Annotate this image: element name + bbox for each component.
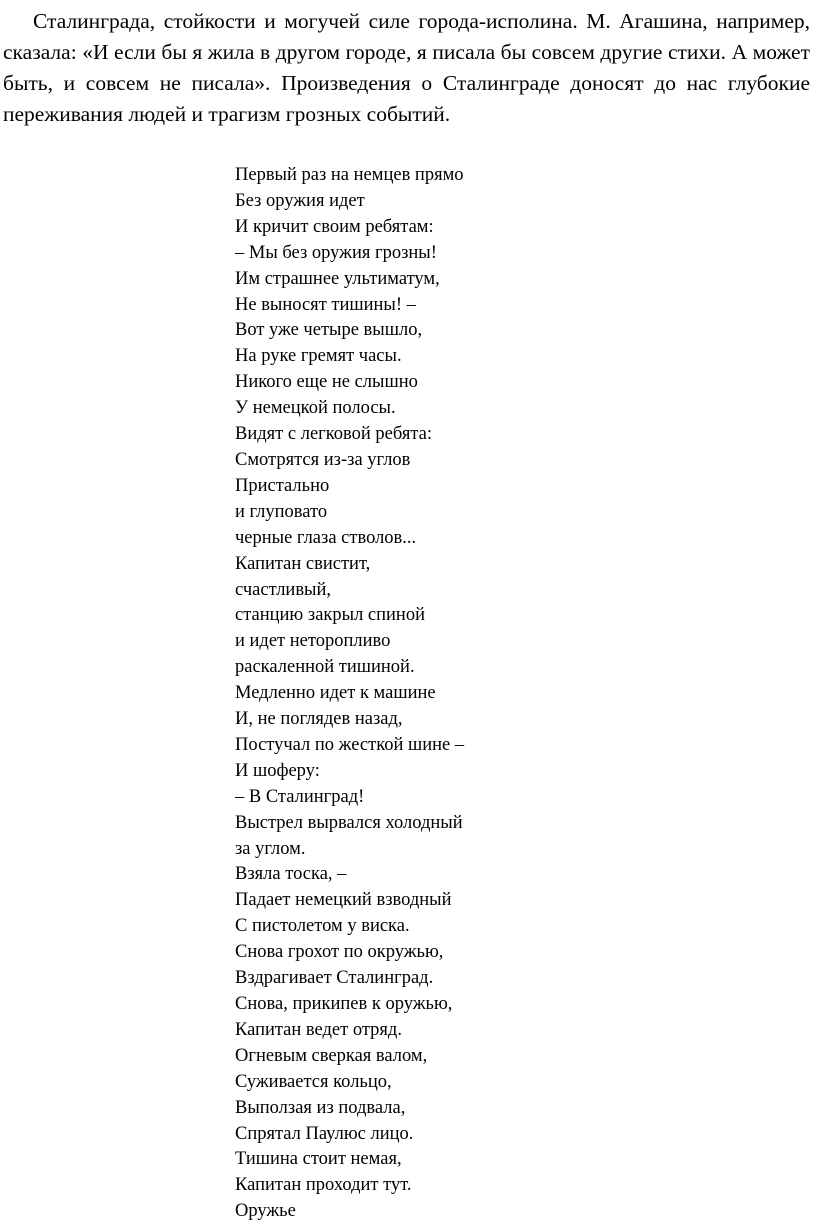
poem-line: Им страшнее ультиматум, xyxy=(235,268,440,289)
poem-line: Видят с легковой ребята: xyxy=(235,424,433,445)
poem-line: Снова грохот по окружью, xyxy=(235,942,444,963)
poem-line: Вот уже четыре вышло, xyxy=(235,320,423,341)
poem-line: – Мы без оружия грозны! xyxy=(235,242,437,263)
poem-line: Тишина стоит немая, xyxy=(235,1149,402,1170)
poem-line: раскаленной тишиной. xyxy=(235,657,415,678)
poem-line: Взяла тоска, – xyxy=(235,864,347,885)
intro-paragraph: Сталинграда, стойкости и могучей силе города-исполина. М. Агашина, например, сказала: «И если бы я жила в другом городе, я писала бы совсем другие стихи. А может быть, и совсем не писала». Произведения о Сталинграде доносят до нас глубокие переживания людей и трагизм грозных событий. xyxy=(3,9,810,126)
poem-line: Медленно идет к машине xyxy=(235,683,436,704)
poem-line: Первый раз на немцев прямо xyxy=(235,165,464,185)
poem-line: Смотрятся из-за углов xyxy=(235,449,411,470)
poem-line: черные глаза стволов... xyxy=(235,527,417,548)
poem-line: Капитан проходит тут. xyxy=(235,1175,412,1196)
poem-line: Огневым сверкая валом, xyxy=(235,1045,428,1066)
poem-line: Постучал по жесткой шине – xyxy=(235,734,465,755)
poem-line: Спрятал Паулюс лицо. xyxy=(235,1123,414,1144)
poem-line: Не выносят тишины! – xyxy=(235,294,416,315)
poem-line: Капитан ведет отряд. xyxy=(235,1019,402,1040)
poem-line: станцию закрыл спиной xyxy=(235,605,425,626)
poem-line: Суживается кольцо, xyxy=(235,1071,392,1092)
poem-line: Выползая из подвала, xyxy=(235,1097,406,1118)
poem-line: Выстрел вырвался холодный xyxy=(235,812,463,833)
poem-block xyxy=(235,163,464,1225)
poem-line: счастливый, xyxy=(235,579,332,600)
poem-line: Никого еще не слышно xyxy=(235,372,418,393)
poem-line: Оружье xyxy=(235,1201,296,1222)
poem-line: И шоферу: xyxy=(235,760,320,781)
poem-line: У немецкой полосы. xyxy=(235,398,396,419)
poem-line: – В Сталинград! xyxy=(235,786,365,807)
poem-line: и глуповато xyxy=(235,501,328,522)
poem-line: за углом. xyxy=(235,838,306,859)
poem-line: Снова, прикипев к оружью, xyxy=(235,994,453,1014)
poem-line: На руке гремят часы. xyxy=(235,346,402,367)
poem-line: И кричит своим ребятам: xyxy=(235,216,434,237)
poem-line: Капитан свистит, xyxy=(235,553,371,574)
poem-line: Вздрагивает Сталинград. xyxy=(235,968,434,989)
poem-line: Падает немецкий взводный xyxy=(235,890,452,911)
poem-line: Без оружия идет xyxy=(235,190,365,211)
poem-line: С пистолетом у виска. xyxy=(235,916,410,937)
poem-line: Пристально xyxy=(235,475,330,496)
poem-line: И, не поглядев назад, xyxy=(235,709,403,730)
poem-line: и идет неторопливо xyxy=(235,631,391,652)
